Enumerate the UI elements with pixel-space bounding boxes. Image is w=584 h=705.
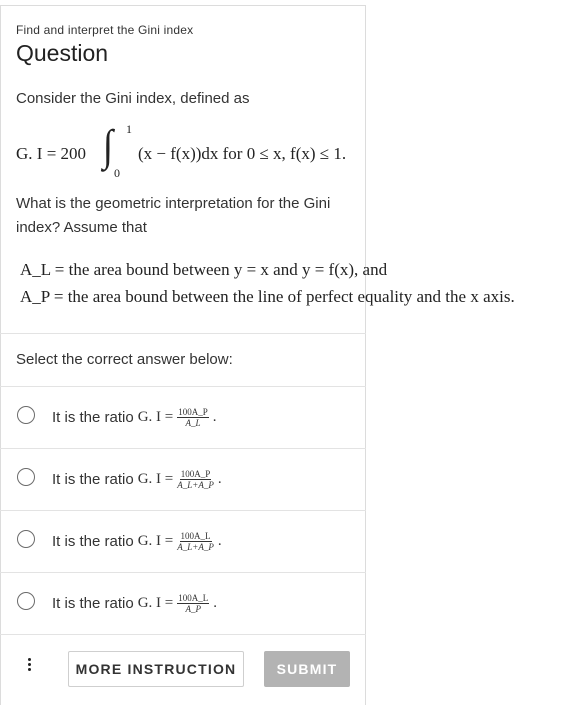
integral-upper-limit: 1 xyxy=(126,122,132,136)
option-expr: G. I = xyxy=(137,533,174,549)
option-fraction xyxy=(177,469,214,490)
option-text: It is the ratio xyxy=(52,409,134,426)
more-options-icon[interactable] xyxy=(28,656,32,673)
integral-lower-limit: 0 xyxy=(114,166,120,180)
divider xyxy=(0,634,366,635)
question-prompt: Consider the Gini index, defined as xyxy=(16,90,250,107)
radio-button[interactable] xyxy=(17,468,35,486)
radio-button[interactable] xyxy=(17,592,35,610)
definition-al: A_L = the area bound between y = x and y = f(x), and xyxy=(20,260,388,279)
fraction-denominator: A_P xyxy=(185,604,201,614)
fraction-denominator: A_L+A_P xyxy=(177,480,214,490)
answer-option-2[interactable]: It is the ratio G. I = $\frac{100A\_P}{A\_L+A\_P}$ . xyxy=(0,449,366,510)
option-text: It is the ratio xyxy=(52,533,134,550)
fraction-numerator: 100A_P xyxy=(178,407,208,417)
radio-button[interactable] xyxy=(17,406,35,424)
more-instruction-button[interactable]: MORE INSTRUCTION xyxy=(68,651,244,687)
formula-rhs: (x − f(x))dx for 0 ≤ x, f(x) ≤ 1. xyxy=(138,144,347,163)
option-text: It is the ratio xyxy=(52,471,134,488)
integral-sign: ∫ xyxy=(102,121,114,170)
question-subtitle: Find and interpret the Gini index xyxy=(16,23,194,37)
option-expr: G. I = xyxy=(137,595,174,611)
area-definitions xyxy=(20,256,515,310)
fraction-numerator: 100A_L xyxy=(178,593,209,603)
radio-button[interactable] xyxy=(17,530,35,548)
fraction-numerator: 100A_P xyxy=(180,469,211,479)
fraction-numerator: 100A_L xyxy=(180,531,211,541)
interpretation-question: What is the geometric interpretation for the Gini index? Assume that xyxy=(16,195,331,236)
formula-lhs: G. I = 200 xyxy=(16,144,87,163)
answer-option-1[interactable]: It is the ratio G. I = $\frac{100A\_P}{A\_L}$ . xyxy=(0,387,366,448)
option-fraction xyxy=(177,531,214,552)
definition-ap: A_P = the area bound between the line of perfect equality and the x axis. xyxy=(20,287,515,306)
select-answer-label: Select the correct answer below: xyxy=(16,351,233,368)
option-fraction xyxy=(177,593,209,614)
submit-button[interactable]: SUBMIT xyxy=(264,651,350,687)
option-fraction xyxy=(177,407,209,428)
answer-option-4[interactable]: It is the ratio G. I = $\frac{100A\_L}{A\_P}$ . xyxy=(0,573,366,634)
fraction-denominator: A_L+A_P xyxy=(177,542,214,552)
question-title: Question xyxy=(16,40,109,66)
option-expr: G. I = xyxy=(137,471,174,487)
option-expr: G. I = xyxy=(137,409,174,425)
divider xyxy=(0,333,366,334)
answer-option-3[interactable]: It is the ratio G. I = $\frac{100A\_L}{A\_L+A\_P}$ . xyxy=(0,511,366,572)
fraction-denominator: A_L xyxy=(185,418,201,428)
option-text: It is the ratio xyxy=(52,595,134,612)
